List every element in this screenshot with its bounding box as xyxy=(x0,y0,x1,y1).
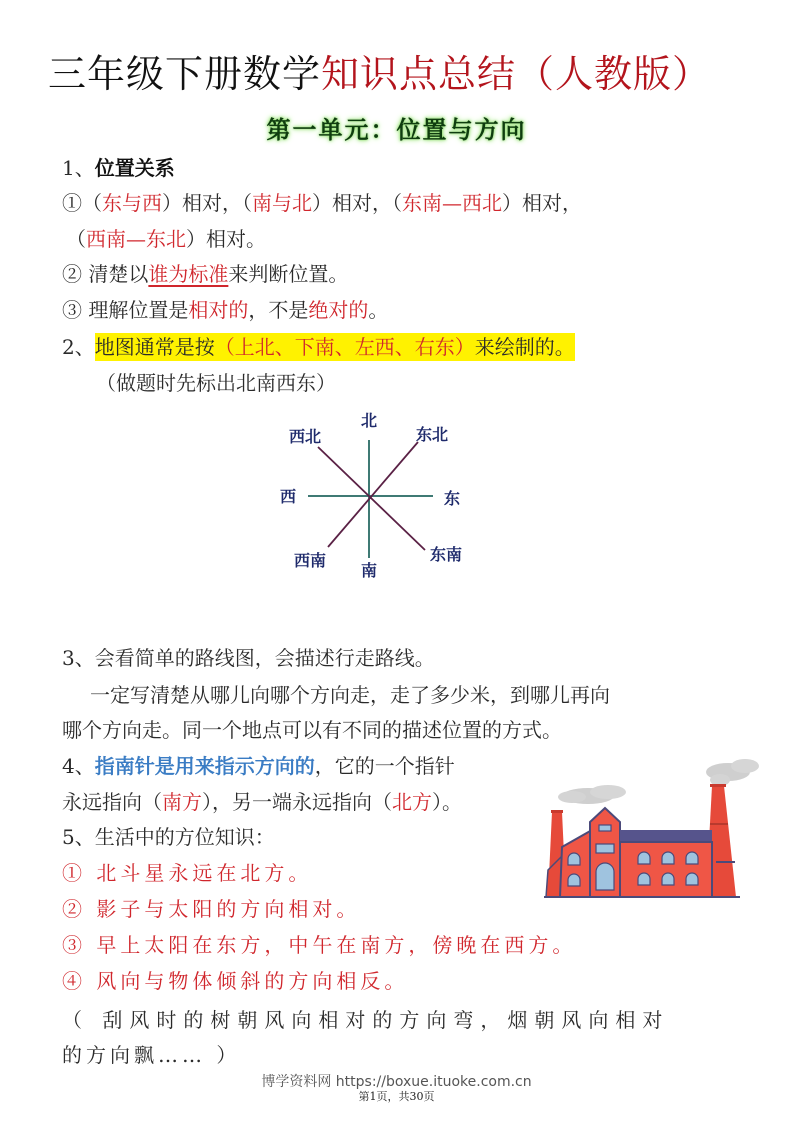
section5-note-line2: 的方向飘…… ） xyxy=(62,1043,241,1067)
document-title xyxy=(48,48,768,100)
section5-heading: 5、生活中的方位知识： xyxy=(62,825,275,849)
section3-heading: 3、会看简单的路线图，会描述行走路线。 xyxy=(62,646,435,670)
emphasis: 南方 xyxy=(162,790,202,814)
text: 理解位置是 xyxy=(82,298,189,322)
item-marker: ① xyxy=(62,191,82,215)
footer-page-number: 第1页，共30页 xyxy=(358,1090,435,1103)
label-northwest: 西北 xyxy=(289,427,322,446)
section5-note-line1: （ 刮风时的树朝风向相对的方向弯，烟朝风向相对 xyxy=(62,1008,670,1032)
text: 永远指向（ xyxy=(62,790,162,814)
item-marker: ④ xyxy=(62,969,86,993)
emphasis: 相对的 xyxy=(188,298,249,322)
footer-site: 博学资料网 https://boxue.ituoke.com.cn xyxy=(261,1074,532,1090)
label-southeast: 东南 xyxy=(430,545,463,564)
label-southwest: 西南 xyxy=(294,551,327,570)
section1-item3 xyxy=(62,295,388,325)
item-text: 影子与太阳的方向相对。 xyxy=(96,897,361,921)
text: 清楚以 xyxy=(82,262,149,286)
item-text: 风向与物体倾斜的方向相反。 xyxy=(96,969,409,993)
highlighted-sentence xyxy=(95,333,575,361)
item-marker: ③ xyxy=(62,298,82,322)
text: ）。 xyxy=(432,790,462,814)
text: ）相对， xyxy=(502,191,582,215)
section-number: 2、 xyxy=(62,335,95,359)
item-marker: ② xyxy=(62,262,82,286)
unit-title: 第一单元：位置与方向 xyxy=(266,116,527,144)
factory-icon xyxy=(540,752,770,900)
section4-line1 xyxy=(62,751,455,781)
text: （ xyxy=(66,227,86,251)
text: 地图通常是按 xyxy=(94,335,215,359)
item-text: 早上太阳在东方，中午在南方，傍晚在西方。 xyxy=(96,933,577,957)
text: ）相对，（ xyxy=(162,191,252,215)
section2-line xyxy=(62,332,575,362)
text: ，不是 xyxy=(248,298,309,322)
text: ，它的一个指针 xyxy=(314,754,455,778)
text: （ xyxy=(82,191,102,215)
item-text: 北斗星永远在北方。 xyxy=(96,861,313,885)
label-west: 西 xyxy=(280,487,297,506)
section5-item-2 xyxy=(62,894,360,924)
emphasis: 北方 xyxy=(392,790,432,814)
emphasis: 南与北 xyxy=(252,191,312,215)
section3-body-line2: 哪个方向走。同一个地点可以有不同的描述位置的方式。 xyxy=(62,718,562,742)
section5-item-4 xyxy=(62,966,408,996)
section4-line2 xyxy=(62,787,462,817)
emphasis: 东与西 xyxy=(102,191,162,215)
text: ）相对。 xyxy=(186,227,266,251)
label-northeast: 东北 xyxy=(416,425,449,444)
text: 来绘制的。 xyxy=(474,335,575,359)
section5-item-1 xyxy=(62,858,312,888)
emphasis: （上北、下南、左西、右东） xyxy=(214,335,475,359)
section2-note: （做题时先标出北南西东） xyxy=(96,371,336,395)
emphasis: 绝对的 xyxy=(308,298,369,322)
item-marker: ① xyxy=(62,861,86,885)
compass-diagram xyxy=(270,400,480,600)
text: 来判断位置。 xyxy=(228,262,349,286)
section3-body-line1: 一定写清楚从哪儿向哪个方向走，走了多少米，到哪儿再向 xyxy=(90,683,610,707)
item-marker: ③ xyxy=(62,933,86,957)
emphasis: 东南—西北 xyxy=(402,191,502,215)
section-number: 1、 xyxy=(62,156,95,180)
text: ），另一端永远指向（ xyxy=(202,790,392,814)
section1-item2 xyxy=(62,259,348,289)
section1-heading xyxy=(62,153,175,183)
underlined-emphasis: 谁为标准 xyxy=(148,262,229,286)
factory-illustration xyxy=(540,752,770,900)
title-red-part: 知识点总结（人教版） xyxy=(321,52,712,96)
item-marker: ② xyxy=(62,897,86,921)
title-black-part: 三年级下册数学 xyxy=(48,52,322,96)
section-number: 4、 xyxy=(62,754,95,778)
emphasis: 西南—东北 xyxy=(86,227,186,251)
text: 。 xyxy=(368,298,389,322)
text: ）相对，（ xyxy=(312,191,402,215)
section1-item1-line1 xyxy=(62,188,582,218)
label-north: 北 xyxy=(361,411,378,430)
section-heading: 位置关系 xyxy=(94,156,175,180)
section1-item1-line2 xyxy=(66,224,266,254)
blue-emphasis: 指南针是用来指示方向的 xyxy=(94,754,315,778)
label-south: 南 xyxy=(361,561,378,580)
label-east: 东 xyxy=(444,489,461,508)
section5-item-3 xyxy=(62,930,576,960)
